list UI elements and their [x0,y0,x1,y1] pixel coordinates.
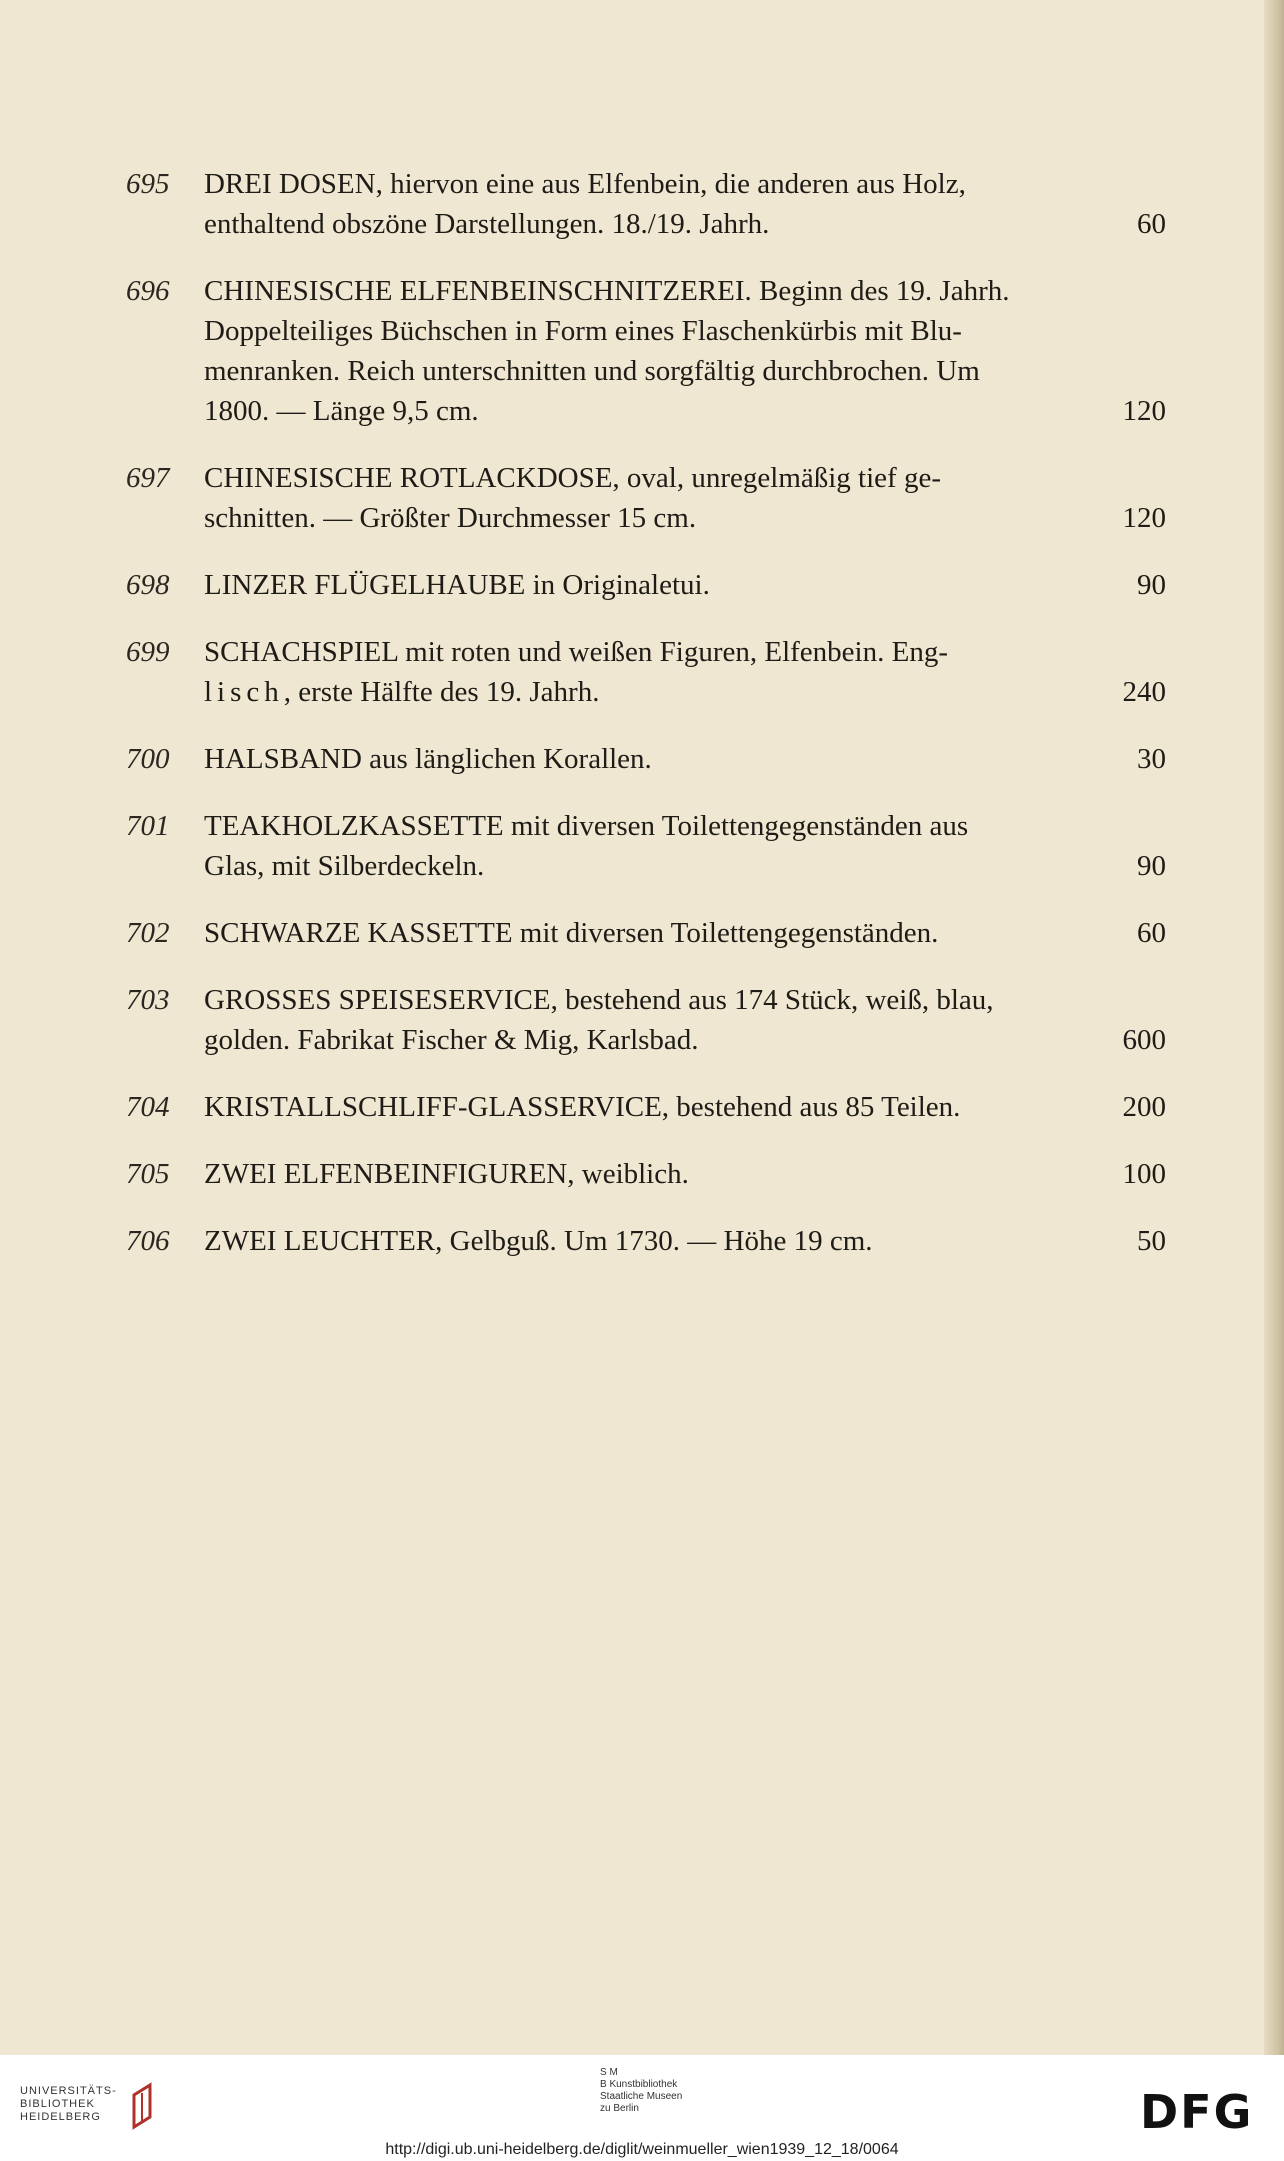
entry-text: schnitten. — Größter Durchmesser 15 cm. [204,502,697,534]
entry-text: SCHACHSPIEL mit roten und weißen Figuren, Elfenbein. Eng- [204,636,948,668]
entry-text: LINZER FLÜGELHAUBE in Originaletui. [204,569,710,601]
lot-price: 50 [1137,1225,1166,1257]
lot-number: 699 [126,636,170,668]
catalog-entry [126,458,1166,538]
page-edge [1264,0,1284,2055]
catalog-entry [126,632,1166,712]
lot-number: 703 [126,984,170,1016]
lot-price: 60 [1137,917,1166,949]
catalog-entry [126,806,1166,886]
lot-price: 60 [1137,208,1166,240]
entry-text: 1800. — Länge 9,5 cm. [204,395,479,427]
catalog-entry [126,980,1166,1060]
catalog-entry [126,271,1166,431]
lot-number: 704 [126,1091,170,1123]
spaced-text: lisch [204,676,284,708]
entry-text: menranken. Reich unterschnitten und sorgfältig durchbrochen. Um [204,355,980,387]
lot-price: 600 [1122,1024,1166,1056]
lot-price: 30 [1137,743,1166,775]
library-logo[interactable] [20,2085,117,2124]
library-name-line: UNIVERSITÄTS- [20,2085,117,2097]
entry-text: golden. Fabrikat Fischer & Mig, Karlsbad. [204,1024,699,1056]
entry-text: SCHWARZE KASSETTE mit diversen Toilettengegenständen. [204,917,939,949]
library-name-line: BIBLIOTHEK [20,2098,95,2110]
entry-text: ZWEI ELFENBEINFIGUREN, weiblich. [204,1158,689,1190]
catalog-entries [126,164,1166,1288]
stamp-line: B Kunstbibliothek [600,2079,678,2090]
lot-number: 697 [126,462,170,494]
entry-text: , erste Hälfte des 19. Jahrh. [283,676,600,708]
lot-number: 706 [126,1225,170,1257]
lot-price: 100 [1122,1158,1166,1190]
lot-number: 701 [126,810,170,842]
catalog-entry [126,739,1166,779]
entry-text: Doppelteiliges Büchschen in Form eines Flaschenkürbis mit Blu- [204,315,962,347]
lot-price: 90 [1137,850,1166,882]
catalog-entry [126,913,1166,953]
viewer-footer [0,2055,1284,2161]
stamp-line: Staatliche Museen [600,2091,683,2102]
lot-price: 200 [1122,1091,1166,1123]
catalog-entry [126,1221,1166,1261]
catalog-entry [126,1087,1166,1127]
entry-text: ZWEI LEUCHTER, Gelbguß. Um 1730. — Höhe 19 cm. [204,1225,873,1257]
entry-text: CHINESISCHE ELFENBEINSCHNITZEREI. Beginn des 19. Jahrh. [204,275,1010,307]
catalog-entry [126,565,1166,605]
lot-number: 696 [126,275,170,307]
library-name-line: HEIDELBERG [20,2111,101,2123]
lot-number: 698 [126,569,170,601]
catalog-entry [126,164,1166,244]
lot-price: 120 [1122,395,1166,427]
lot-number: 700 [126,743,170,775]
entry-text: KRISTALLSCHLIFF-GLASSERVICE, bestehend aus 85 Teilen. [204,1091,961,1123]
entry-text: Glas, mit Silberdeckeln. [204,850,485,882]
lot-price: 90 [1137,569,1166,601]
lot-number: 705 [126,1158,170,1190]
lot-number: 695 [126,168,170,200]
entry-text: GROSSES SPEISESERVICE, bestehend aus 174 Stück, weiß, blau, [204,984,994,1016]
entry-text: CHINESISCHE ROTLACKDOSE, oval, unregelmäßig tief ge- [204,462,941,494]
entry-text: DREI DOSEN, hiervon eine aus Elfenbein, die anderen aus Holz, [204,168,966,200]
dfg-logo[interactable]: DFG [1140,2085,1254,2139]
lot-price: 120 [1122,502,1166,534]
entry-text: HALSBAND aus länglichen Korallen. [204,743,652,775]
lot-number: 702 [126,917,170,949]
stamp-line: zu Berlin [600,2103,639,2114]
lot-price: 240 [1122,676,1166,708]
source-url[interactable]: http://digi.ub.uni-heidelberg.de/diglit/weinmueller_wien1939_12_18/0064 [385,2141,899,2158]
library-emblem-icon [120,2081,160,2131]
museum-stamp [600,2067,682,2115]
stamp-line: S M [600,2067,618,2078]
entry-text: TEAKHOLZKASSETTE mit diversen Toilettengegenständen aus [204,810,969,842]
entry-text: enthaltend obszöne Darstellungen. 18./19. Jahrh. [204,208,770,240]
catalog-entry [126,1154,1166,1194]
